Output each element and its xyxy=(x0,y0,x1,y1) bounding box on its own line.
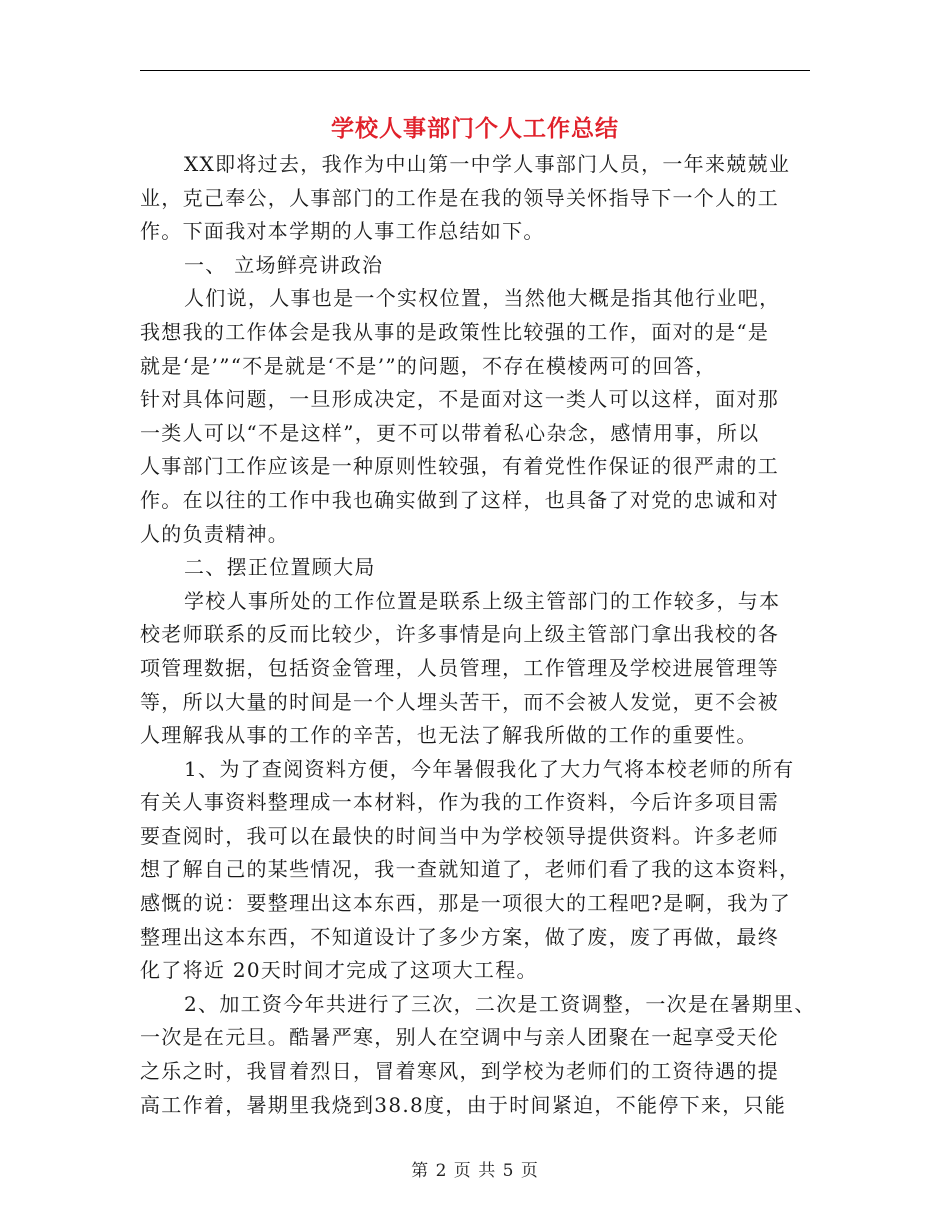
paragraph-line: 有关人事资料整理成一本材料，作为我的工作资料，今后许多项目需 xyxy=(140,790,779,815)
paragraph-line: 人事部门工作应该是一种原则性较强，有着党性作保证的很严肃的工 xyxy=(140,454,779,479)
paragraph-line: 之乐之时，我冒着烈日，冒着寒风，到学校为老师们的工资待遇的提 xyxy=(140,1059,779,1084)
paragraph-line: 校老师联系的反而比较少，许多事情是向上级主管部门拿出我校的各 xyxy=(140,622,779,647)
paragraph-line: 我想我的工作体会是我从事的是政策性比较强的工作，面对的是“是 xyxy=(140,319,770,344)
paragraph-line: 学校人事所处的工作位置是联系上级主管部门的工作较多，与本 xyxy=(184,588,781,613)
paragraph-line: 2、加工资今年共进行了三次，二次是工资调整，一次是在暑期里、 xyxy=(184,991,816,1016)
paragraph-line: 化了将近 20天时间才完成了这项大工程。 xyxy=(140,958,538,983)
paragraph-line: 人们说，人事也是一个实权位置，当然他大概是指其他行业吧， xyxy=(184,286,781,311)
paragraph-line: 高工作着，暑期里我烧到38.8度，由于时间紧迫，不能停下来，只能 xyxy=(140,1092,787,1117)
paragraph-line: 作。在以往的工作中我也确实做到了这样，也具备了对党的忠诚和对 xyxy=(140,487,779,512)
paragraph-line: 人的负责精神。 xyxy=(140,521,290,546)
header-rule xyxy=(140,70,810,71)
section-heading: 二、摆正位置顾大局 xyxy=(184,555,376,580)
paragraph-line: 一次是在元旦。酷暑严寒，别人在空调中与亲人团聚在一起享受天伦 xyxy=(140,1025,779,1050)
paragraph-line: 等，所以大量的时间是一个人埋头苦干，而不会被人发觉，更不会被 xyxy=(140,689,779,714)
paragraph-line: 人理解我从事的工作的辛苦，也无法了解我所做的工作的重要性。 xyxy=(140,723,758,748)
paragraph-line: 一类人可以“不是这样”，更不可以带着私心杂念，感情用事，所以 xyxy=(140,420,760,445)
document-title: 学校人事部门个人工作总结 xyxy=(331,116,619,142)
paragraph-line: 就是‘是’”“不是就是‘不是’”的问题，不存在模棱两可的回答， xyxy=(140,353,717,378)
paragraph-line: 项管理数据，包括资金管理，人员管理，工作管理及学校进展管理等 xyxy=(140,655,779,680)
section-heading: 一、 立场鲜亮讲政治 xyxy=(184,252,384,277)
paragraph-line: 要查阅时，我可以在最快的时间当中为学校领导提供资料。许多老师 xyxy=(140,823,779,848)
paragraph-line: 整理出这本东西，不知道设计了多少方案，做了废，废了再做，最终 xyxy=(140,924,779,949)
paragraph-line: 针对具体问题，一旦形成决定，不是面对这一类人可以这样，面对那 xyxy=(140,387,779,412)
page-number: 第 2 页 共 5 页 xyxy=(411,1161,539,1181)
document-body xyxy=(140,148,816,1122)
paragraph-line: 业，克己奉公，人事部门的工作是在我的领导关怀指导下一个人的工 xyxy=(140,185,779,210)
paragraph-line: 感慨的说：要整理出这本东西，那是一项很大的工程吧?是啊，我为了 xyxy=(140,891,792,916)
paragraph-line: 1、为了查阅资料方便，今年暑假我化了大力气将本校老师的所有 xyxy=(184,756,795,781)
paragraph-line: XX即将过去，我作为中山第一中学人事部门人员，一年来兢兢业 xyxy=(184,152,791,176)
paragraph-line: 想了解自己的某些情况，我一查就知道了，老师们看了我的这本资料， xyxy=(140,857,801,882)
paragraph-line: 作。下面我对本学期的人事工作总结如下。 xyxy=(140,219,545,244)
